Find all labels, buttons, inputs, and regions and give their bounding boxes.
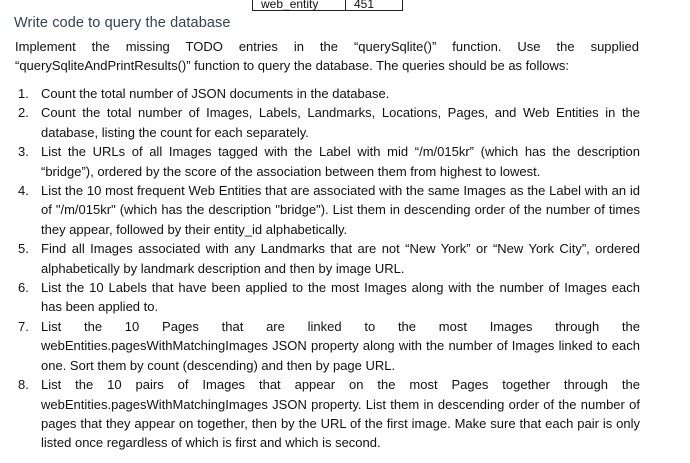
task-text: List the URLs of all Images tagged with the Label with mid “/m/015kr” (which has the description “bridge”), ordered by the score of the association between them from highest to lowest.: [41, 144, 640, 179]
task-item-2: [0, 103, 640, 142]
task-item-1: [0, 84, 640, 103]
task-text: List the 10 pairs of Images that appear on the most Pages together through the webEntities.pagesWithMatchingImages JSON property. List them in descending order of the number of pages that they appear on together, then by the URL of the first image. Make sure that each pair is only listed once regardless of which is first and which is second.: [41, 377, 640, 451]
task-number: 2.: [18, 105, 29, 121]
task-number: 8.: [18, 377, 29, 393]
task-text: List the 10 Pages that are linked to the most Images through the webEntities.pagesWithMatchingImages JSON property along with the number of Images linked to each one. Sort them by count (descending) and then by page URL.: [41, 318, 640, 373]
task-list: [0, 84, 640, 453]
task-number: 3.: [18, 144, 29, 160]
task-text: Count the total number of Images, Labels, Landmarks, Locations, Pages, and Web Entities in the database, listing the count for each separately.: [41, 105, 640, 140]
task-item-4: [0, 181, 640, 239]
task-number: 5.: [18, 241, 29, 257]
task-text: Find all Images associated with any Landmarks that are not “New York” or “New York City”, ordered alphabetically by landmark description and then by image URL.: [41, 241, 640, 276]
task-number: 4.: [18, 183, 29, 199]
table-fragment-row: [252, 0, 403, 11]
table-cell-value: 451: [354, 0, 375, 11]
task-item-6: [0, 278, 640, 317]
section-heading: Write code to query the database: [14, 15, 231, 31]
task-item-5: [0, 239, 640, 278]
task-text: List the 10 Labels that have been applied to the most Images along with the number of Images each has been applied to.: [41, 280, 640, 315]
task-number: 6.: [18, 280, 29, 296]
task-item-3: [0, 142, 640, 181]
task-item-7: [0, 317, 640, 375]
task-number: 7.: [18, 318, 29, 334]
task-text: List the 10 most frequent Web Entities that are associated with the same Images as the Label with an id of "/m/015kr" (which has the description "bridge"). List them in descending order of the number of times they appear, followed by their entity_id alphabetically.: [41, 183, 640, 237]
table-cell-name: web_entity: [253, 0, 346, 10]
intro-paragraph: Implement the missing TODO entries in the “querySqlite()” function. Use the supplied “querySqliteAndPrintResults()” function to query the database. The queries should be as follows:: [15, 39, 639, 73]
task-item-8: [0, 375, 640, 453]
task-text: Count the total number of JSON documents in the database.: [41, 86, 390, 101]
task-number: 1.: [18, 86, 29, 101]
